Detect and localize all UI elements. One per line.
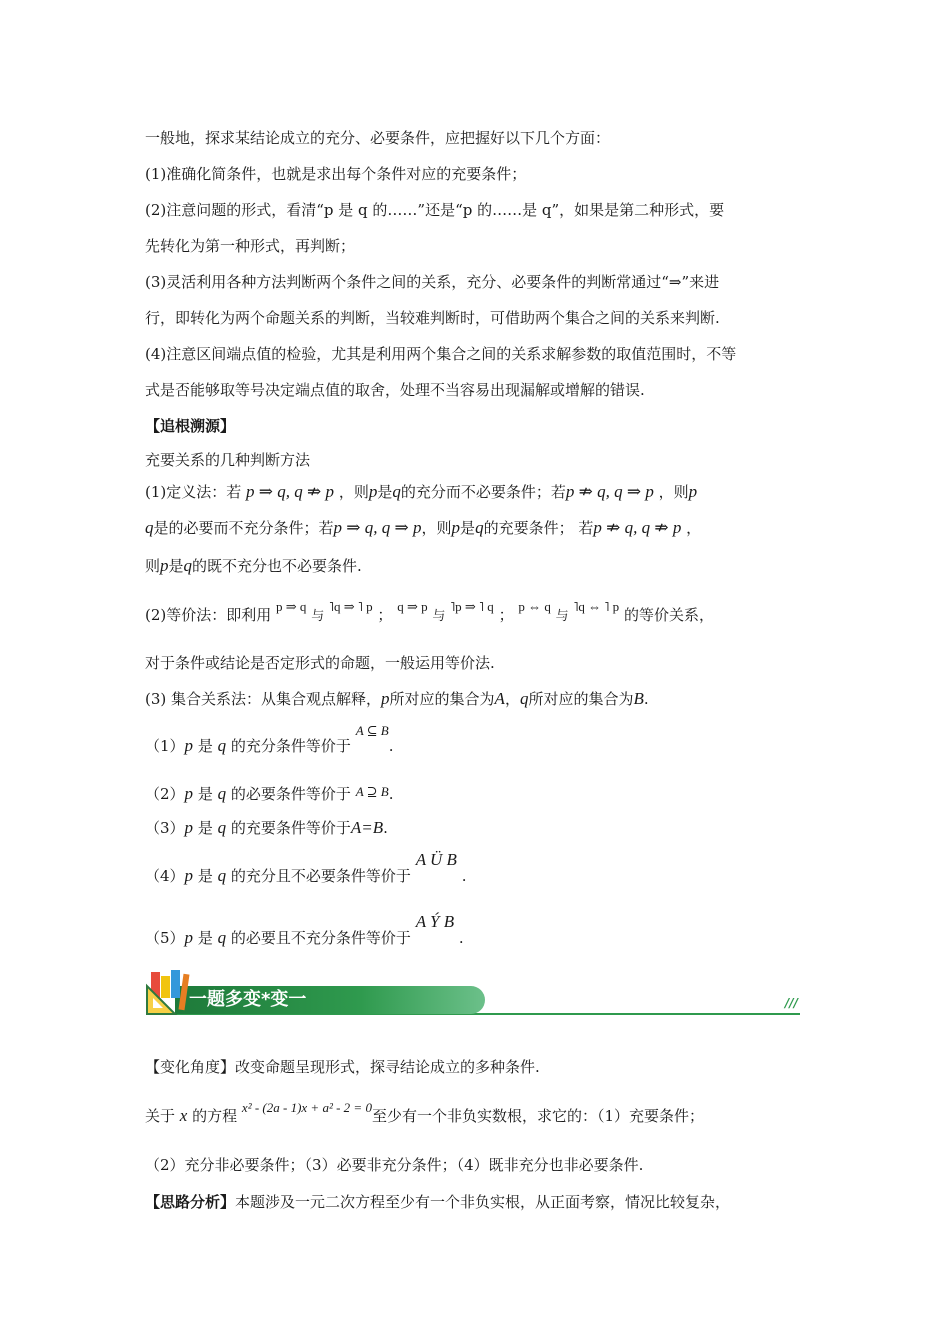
section-banner (145, 968, 800, 1018)
item-text: . (461, 867, 467, 885)
item-text: 是 (197, 819, 213, 837)
def-text: 则 (145, 557, 161, 575)
set-item-2 (145, 784, 394, 805)
math-expression: q ⇒ p (397, 599, 428, 614)
set-item-4 (145, 850, 467, 886)
math-symbol: q (145, 518, 154, 537)
math-expression: ˥p ⇒ ˥ q (450, 599, 494, 614)
math-symbol: q (217, 736, 227, 755)
def-text: 的充分而不必要条件；若 (400, 483, 566, 501)
banner-title: 一题多变*变一 (189, 989, 307, 1010)
item-number: （1） (145, 737, 185, 755)
item-text: 是 (197, 929, 213, 947)
trace-heading: 【追根溯源】 (145, 417, 236, 435)
item-text: 的必要条件等价于 (230, 785, 351, 803)
math-expression: p ⇒ q, q ⇒ p (333, 518, 422, 537)
tip-3-line-1: (3)灵活利用各种方法判断两个条件之间的关系，充分、必要条件的判断常通过“⇒”来进 (145, 273, 720, 291)
equation: x² - (2a - 1)x + a² - 2 = 0 (241, 1100, 372, 1115)
def-text: ，则 (421, 519, 452, 537)
definition-line-2 (145, 518, 701, 538)
item-text: 是 (197, 867, 213, 885)
set-text: 所对应的集合为 (389, 690, 495, 708)
tip-2-line-2: 先转化为第一种形式，再判断； (145, 237, 356, 255)
math-symbol: q (217, 784, 227, 803)
question-line-1 (145, 1100, 704, 1127)
item-number: （4） (145, 867, 185, 885)
set-text: ， (504, 690, 520, 708)
math-symbol: p (184, 736, 194, 755)
tip-2-line-1: (2)注意问题的形式，看清“p 是 q 的……”还是“p 的……是 q”，如果是第二种形式，要 (145, 201, 725, 219)
set-item-3 (145, 818, 388, 838)
math-symbol: q (519, 689, 529, 708)
def-text: ， (686, 519, 702, 537)
equiv-text: 与 (311, 609, 325, 624)
tip-4-line-2: 式是否能够取等号决定端点值的取舍，处理不当容易出现漏解或增解的错误. (145, 381, 645, 399)
definition-line-3 (145, 556, 362, 576)
item-text: 是 (197, 737, 213, 755)
question-text: 关于 (145, 1107, 176, 1125)
set-expression: A ⊇ B (355, 784, 389, 799)
tip-1: (1)准确化简条件，也就是求出每个条件对应的充要条件； (145, 165, 527, 183)
def-text: 是 (153, 519, 169, 537)
def-text: 是 (377, 483, 393, 501)
equivalence-line-1 (145, 599, 714, 627)
item-number: （3） (145, 819, 185, 837)
variation-label: 【变化角度】 (145, 1058, 236, 1076)
books-ruler-icon (145, 968, 193, 1016)
analysis-line (145, 1192, 730, 1212)
math-symbol: q (183, 556, 193, 575)
math-symbol: q (217, 818, 227, 837)
def-text: ，则 (658, 483, 689, 501)
def-text: ，则 (338, 483, 369, 501)
item-number: （5） (145, 929, 185, 947)
math-symbol: p (368, 482, 378, 501)
math-symbol: q (217, 866, 227, 885)
set-expression: A=B (350, 818, 384, 837)
tip-3-line-2: 行，即转化为两个命题关系的判断，当较难判断时，可借助两个集合之间的关系来判断. (145, 309, 720, 327)
math-expression: p ⇏ q, q ⇏ p (593, 518, 682, 537)
item-text: . (388, 737, 394, 755)
item-text: . (458, 929, 464, 947)
analysis-text: 本题涉及一元二次方程至少有一个非负实根，从正面考察，情况比较复杂， (235, 1193, 731, 1211)
math-expression: p ⇒ q (276, 599, 307, 614)
set-expression: A ⊆ B (355, 723, 389, 738)
set-expression: A Ü B (415, 850, 457, 869)
variation-line (145, 1057, 540, 1077)
tip-4-line-1: (4)注意区间端点值的检验，尤其是利用两个集合之间的关系求解参数的取值范围时，不等 (145, 345, 737, 363)
equiv-text: 与 (555, 609, 569, 624)
math-symbol: p (184, 928, 194, 947)
analysis-label: 【思路分析】 (145, 1193, 236, 1211)
item-text: . (383, 819, 388, 837)
equiv-text: (2)等价法：即利用 (145, 606, 272, 624)
def-text: 的充要条件； 若 (483, 519, 594, 537)
math-expression: p ⇏ q, q ⇒ p (565, 482, 654, 501)
question-text: 的方程 (192, 1107, 238, 1125)
equiv-text: ； (377, 606, 393, 624)
math-symbol: p (184, 866, 194, 885)
math-symbol: p (381, 689, 390, 708)
equiv-text: ； (498, 606, 514, 624)
equiv-text: 与 (432, 609, 446, 624)
definition-line-1 (145, 482, 697, 502)
variation-text: 改变命题呈现形式，探寻结论成立的多种条件. (235, 1058, 540, 1076)
set-text: 所对应的集合为 (528, 690, 634, 708)
def-text: 是 (460, 519, 476, 537)
math-symbol: A (494, 689, 505, 708)
question-line-2: （2）充分非必要条件；（3）必要非充分条件；（4）既非充分也非必要条件. (145, 1156, 644, 1174)
math-symbol: B (633, 689, 644, 708)
intro-text: 一般地，探求某结论成立的充分、必要条件，应把握好以下几个方面： (145, 129, 611, 147)
set-item-5 (145, 912, 464, 948)
math-symbol: q (217, 928, 227, 947)
math-symbol: p (184, 784, 194, 803)
item-text: 的充分且不必要条件等价于 (230, 867, 411, 885)
item-text: 是 (197, 785, 213, 803)
set-expression: A Ý B (415, 912, 455, 931)
item-text: 的充分条件等价于 (230, 737, 351, 755)
item-text: . (388, 785, 394, 803)
def-text: (1)定义法：若 (145, 483, 242, 501)
methods-title: 充要关系的几种判断方法 (145, 451, 311, 469)
item-text: 的必要且不充分条件等价于 (230, 929, 411, 947)
math-expression: p ⇒ q, q ⇏ p (246, 482, 335, 501)
question-text: 至少有一个非负实数根，求它的：（1）充要条件； (371, 1107, 704, 1125)
math-symbol: x (179, 1106, 188, 1125)
banner-mark: /// (784, 996, 798, 1010)
def-text: 是 (168, 557, 184, 575)
math-expression: ˥q ⇒ ˥ p (329, 599, 373, 614)
item-text: 的充要条件等价于 (230, 819, 351, 837)
def-text: 的必要而不充分条件；若 (168, 519, 334, 537)
math-expression: p ⇔ q (518, 599, 551, 614)
math-symbol: q (475, 518, 484, 537)
set-item-1 (145, 723, 394, 757)
equivalence-line-2: 对于条件或结论是否定形式的命题，一般运用等价法. (145, 654, 495, 672)
math-symbol: q (392, 482, 401, 501)
math-symbol: p (160, 556, 169, 575)
math-symbol: p (688, 482, 698, 501)
equiv-text: 的等价关系， (623, 606, 714, 624)
item-number: （2） (145, 785, 185, 803)
math-symbol: p (184, 818, 194, 837)
set-text: (3) 集合关系法：从集合观点解释， (145, 690, 382, 708)
def-text: 的既不充分也不必要条件. (192, 557, 362, 575)
set-method-line (145, 689, 649, 709)
math-expression: ˥q ⇔ ˥ p (573, 599, 620, 614)
set-text: . (643, 690, 649, 708)
math-symbol: p (451, 518, 461, 537)
